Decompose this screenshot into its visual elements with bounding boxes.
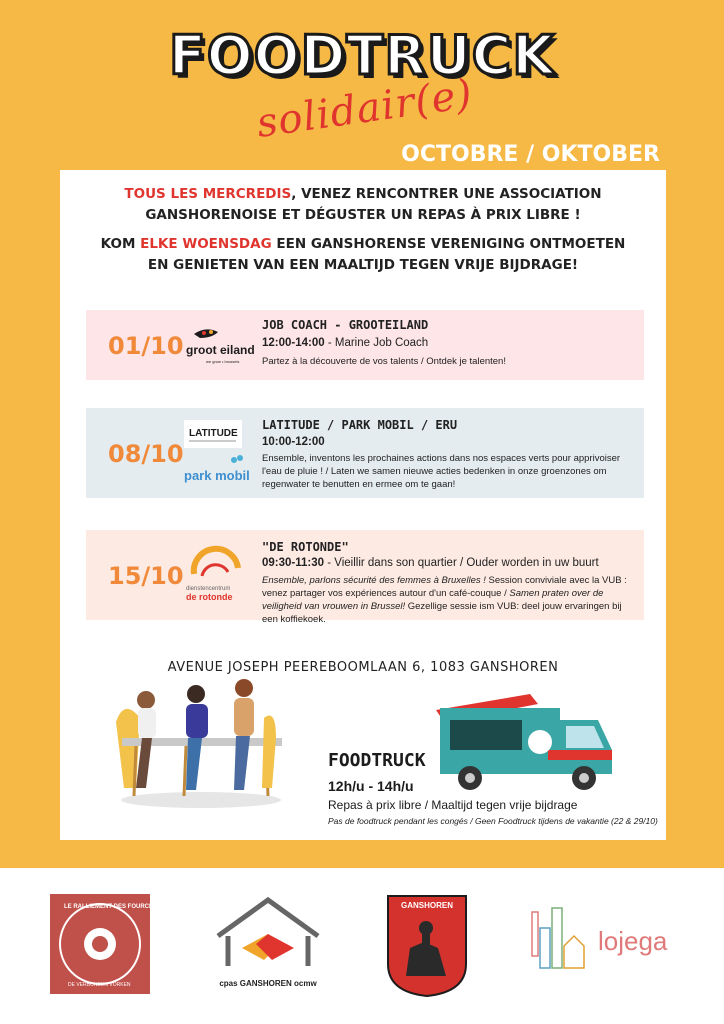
desc-plain-2: Gezellige sessie ism VUB: deel jouw ervaringen bij een koffiekoek. — [262, 601, 622, 625]
intro-fr-text-2: GANSHORENOISE ET DÉGUSTER UN REPAS À PRIX LIBRE ! — [145, 207, 581, 223]
ralliement-text: LE RALLIEMENT DES FOURCHETTES — [64, 904, 173, 910]
groot-eiland-logo — [184, 324, 256, 368]
event-desc — [262, 574, 632, 626]
event-desc: Ensemble, inventons les prochaines actions dans nos espaces verts pour apprivoiser l'eau de pluie ! / Laten we samen nieuwe acties bedenken in onze groenzones om regenwater te benutten en ermee om te gaan! — [262, 453, 621, 490]
latitude-name: LATITUDE — [189, 428, 238, 439]
rotonde-name: de rotonde — [186, 592, 233, 602]
event-date: 01/10 — [108, 332, 184, 360]
intro-fr — [60, 184, 666, 226]
page-title: FOODTRUCK — [168, 24, 556, 87]
foodtruck-price: Repas à prix libre / Maaltijd tegen vrije bijdrage — [328, 798, 578, 812]
event-date: 15/10 — [108, 562, 184, 590]
groot-eiland-icon — [184, 324, 256, 368]
rotonde-icon — [184, 548, 256, 604]
desc-plain-1: Session conviviale avec la VUB : venez partager vos expériences autour d'un café-couque / — [262, 575, 627, 599]
event-row-3 — [86, 530, 644, 625]
month-label: OCTOBRE / OKTOBER — [401, 142, 660, 167]
content-card — [60, 170, 666, 840]
de-rotonde-logo — [184, 548, 256, 604]
event-desc: Partez à la découverte de vos talents / Ontdek je talenten! — [262, 356, 506, 367]
foodtruck-hours: 12h/u - 14h/u — [328, 778, 414, 794]
desc-italic-2: Samen praten over de veiligheid van vrouwen in Brussel! — [262, 588, 604, 612]
groot-eiland-tag: we grow • brussels — [206, 359, 240, 364]
lojega-text: lojega — [598, 926, 668, 956]
event-date: 08/10 — [108, 440, 184, 468]
crest-text: GANSHOREN — [400, 901, 454, 910]
event-org: JOB COACH - GROOTEILAND — [262, 318, 429, 332]
latitude-icon — [184, 420, 256, 490]
event-time: 10:00-12:00 — [262, 436, 325, 448]
subtitle: solidair(e) — [253, 71, 476, 147]
cpas-logo — [208, 894, 328, 994]
foodtruck-note: Pas de foodtruck pendant les congés / Geen Foodtruck tijdens de vakantie (22 & 29/10) — [328, 816, 658, 826]
latitude-parkmobil-logo — [184, 420, 256, 490]
foodtruck-title: FOODTRUCK — [328, 750, 426, 771]
parkmobil-name: park mobil — [184, 468, 250, 483]
event-time-range: 12:00-14:00 — [262, 337, 325, 349]
ralliement-logo — [50, 894, 173, 994]
intro-fr-highlight: TOUS LES MERCREDIS — [124, 186, 292, 202]
verbonden-text: DE VERBONDEN VORKEN — [68, 982, 131, 988]
address: AVENUE JOSEPH PEEREBOOMLAAN 6, 1083 GANSHOREN — [167, 660, 559, 675]
rotonde-sub: dienstencentrum — [186, 586, 231, 592]
event-time — [262, 557, 599, 569]
event-row-1 — [86, 310, 644, 380]
event-time-range: 09:30-11:30 — [262, 557, 325, 569]
people-table-illustration — [116, 678, 286, 810]
lojega-logo — [524, 906, 684, 992]
event-time-detail: - Marine Job Coach — [324, 337, 429, 349]
cpas-text: cpas GANSHOREN ocmw — [219, 979, 317, 988]
event-time — [262, 337, 428, 349]
intro-fr-text-1: , VENEZ RENCONTRER UNE ASSOCIATION — [291, 186, 602, 202]
desc-italic-1: Ensemble, parlons sécurité des femmes à Bruxelles ! — [262, 575, 486, 586]
intro-nl-highlight: ELKE WOENSDAG — [140, 236, 272, 252]
intro-nl — [60, 234, 666, 276]
intro-nl-text-2: EN GENIETEN VAN EEN MAALTIJD TEGEN VRIJE BIJDRAGE! — [147, 257, 579, 273]
groot-eiland-name: groot eiland — [186, 343, 255, 357]
footer-logos — [0, 868, 724, 1024]
intro-nl-text-1: EEN GANSHORENSE VERENIGING ONTMOETEN — [271, 236, 626, 252]
foodtruck-illustration — [430, 690, 620, 798]
event-row-2 — [86, 408, 644, 498]
intro-nl-prefix: KOM — [100, 236, 141, 252]
ganshoren-crest — [386, 894, 468, 998]
event-org: "DE ROTONDE" — [262, 540, 349, 554]
event-org: LATITUDE / PARK MOBIL / ERU — [262, 418, 458, 432]
event-time-detail: - Vieillir dans son quartier / Ouder worden in uw buurt — [324, 557, 599, 569]
